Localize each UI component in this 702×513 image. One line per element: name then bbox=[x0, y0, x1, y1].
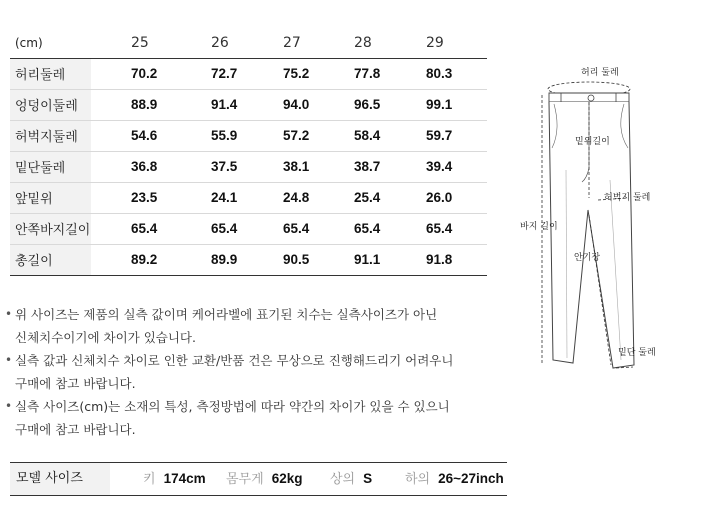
table-row-front-rise bbox=[10, 182, 487, 213]
diagram-label-hem: 밑단 둘레 bbox=[618, 348, 656, 358]
model-weight-value: 62kg bbox=[271, 471, 303, 486]
model-top bbox=[330, 463, 372, 495]
table-cell: 72.7 bbox=[211, 66, 238, 81]
table-cell: 80.3 bbox=[426, 66, 453, 81]
unit-label: (cm) bbox=[10, 29, 91, 58]
table-cell: 96.5 bbox=[354, 97, 381, 112]
table-cell: 65.4 bbox=[211, 221, 238, 236]
model-size-title: 모델 사이즈 bbox=[10, 463, 110, 495]
model-bottom bbox=[405, 463, 504, 495]
table-cell: 89.2 bbox=[131, 252, 158, 267]
table-cell: 70.2 bbox=[131, 66, 158, 81]
table-cell: 65.4 bbox=[131, 221, 158, 236]
note-line: 위 사이즈는 제품의 실측 값이며 케어라벨에 표기된 치수는 실측사이즈가 아닌 bbox=[15, 307, 438, 322]
table-cell: 25.4 bbox=[354, 190, 381, 205]
note-line: 구매에 참고 바랍니다. bbox=[15, 422, 136, 437]
model-size-bar bbox=[10, 462, 507, 496]
table-cell: 57.2 bbox=[283, 128, 310, 143]
table-row-hip bbox=[10, 89, 487, 120]
size-header-28: 28 bbox=[314, 29, 386, 58]
table-cell: 65.4 bbox=[354, 221, 381, 236]
table-cell: 65.4 bbox=[283, 221, 310, 236]
table-cell: 59.7 bbox=[426, 128, 453, 143]
table-cell: 24.8 bbox=[283, 190, 310, 205]
table-row-total-length bbox=[10, 244, 487, 275]
table-cell: 36.8 bbox=[131, 159, 158, 174]
row-label: 앞밑위 bbox=[10, 182, 91, 213]
note-line: 실측 값과 신체치수 차이로 인한 교환/반품 건은 무상으로 진행해드리기 어려우니 bbox=[15, 353, 454, 368]
table-cell: 94.0 bbox=[283, 97, 310, 112]
row-label: 엉덩이둘레 bbox=[10, 89, 91, 120]
table-row-thigh bbox=[10, 120, 487, 151]
table-cell: 38.7 bbox=[354, 159, 381, 174]
table-cell: 89.9 bbox=[211, 252, 238, 267]
model-bottom-label: 하의 bbox=[405, 472, 431, 487]
model-weight-label: 몸무게 bbox=[226, 472, 264, 487]
diagram-label-waist: 허리 둘레 bbox=[581, 68, 619, 78]
table-cell: 75.2 bbox=[283, 66, 310, 81]
model-weight bbox=[226, 463, 302, 495]
table-cell: 26.0 bbox=[426, 190, 453, 205]
diagram-label-length: 바지 길이 bbox=[520, 222, 558, 232]
table-cell: 91.8 bbox=[426, 252, 453, 267]
table-cell: 38.1 bbox=[283, 159, 310, 174]
table-cell: 37.5 bbox=[211, 159, 238, 174]
table-cell: 24.1 bbox=[211, 190, 238, 205]
table-cell: 77.8 bbox=[354, 66, 381, 81]
model-height-label: 키 bbox=[143, 472, 156, 487]
table-cell: 88.9 bbox=[131, 97, 158, 112]
diagram-label-rise: 밑위길이 bbox=[575, 137, 610, 147]
size-header-27: 27 bbox=[243, 29, 314, 58]
note-line: 구매에 참고 바랍니다. bbox=[15, 376, 136, 391]
note-item bbox=[5, 303, 495, 349]
note-line: 신체치수이기에 차이가 있습니다. bbox=[15, 330, 196, 345]
row-label: 밑단둘레 bbox=[10, 151, 91, 182]
size-header-25: 25 bbox=[91, 29, 171, 58]
table-cell: 99.1 bbox=[426, 97, 453, 112]
size-header-row bbox=[10, 29, 487, 58]
table-cell: 91.4 bbox=[211, 97, 238, 112]
table-cell: 23.5 bbox=[131, 190, 158, 205]
table-row-inseam bbox=[10, 213, 487, 244]
row-label: 허리둘레 bbox=[10, 58, 91, 89]
table-cell: 58.4 bbox=[354, 128, 381, 143]
model-bottom-value: 26~27inch bbox=[438, 471, 504, 486]
note-item bbox=[5, 349, 495, 395]
table-row-hem bbox=[10, 151, 487, 182]
diagram-label-inseam: 안기장 bbox=[574, 253, 601, 263]
notes-list bbox=[5, 303, 495, 441]
note-line: 실측 사이즈(cm)는 소재의 특성, 측정방법에 따라 약간의 차이가 있을 수 있으니 bbox=[15, 399, 450, 414]
table-cell: 65.4 bbox=[426, 221, 453, 236]
pants-diagram bbox=[516, 60, 666, 380]
table-cell: 54.6 bbox=[131, 128, 158, 143]
row-label: 허벅지둘레 bbox=[10, 120, 91, 151]
table-row-waist bbox=[10, 58, 487, 89]
table-cell: 39.4 bbox=[426, 159, 453, 174]
model-top-label: 상의 bbox=[330, 472, 356, 487]
table-cell: 55.9 bbox=[211, 128, 238, 143]
table-cell: 91.1 bbox=[354, 252, 381, 267]
diagram-label-thigh: 허벅지 둘레 bbox=[604, 193, 651, 203]
row-label: 총길이 bbox=[10, 244, 91, 275]
row-label: 안쪽바지길이 bbox=[10, 213, 91, 244]
model-height bbox=[143, 463, 206, 495]
size-header-29: 29 bbox=[386, 29, 487, 58]
model-top-value: S bbox=[363, 471, 373, 486]
size-table bbox=[10, 29, 487, 276]
size-header-26: 26 bbox=[171, 29, 243, 58]
model-height-value: 174cm bbox=[163, 471, 206, 486]
table-cell: 90.5 bbox=[283, 252, 310, 267]
note-item bbox=[5, 395, 495, 441]
